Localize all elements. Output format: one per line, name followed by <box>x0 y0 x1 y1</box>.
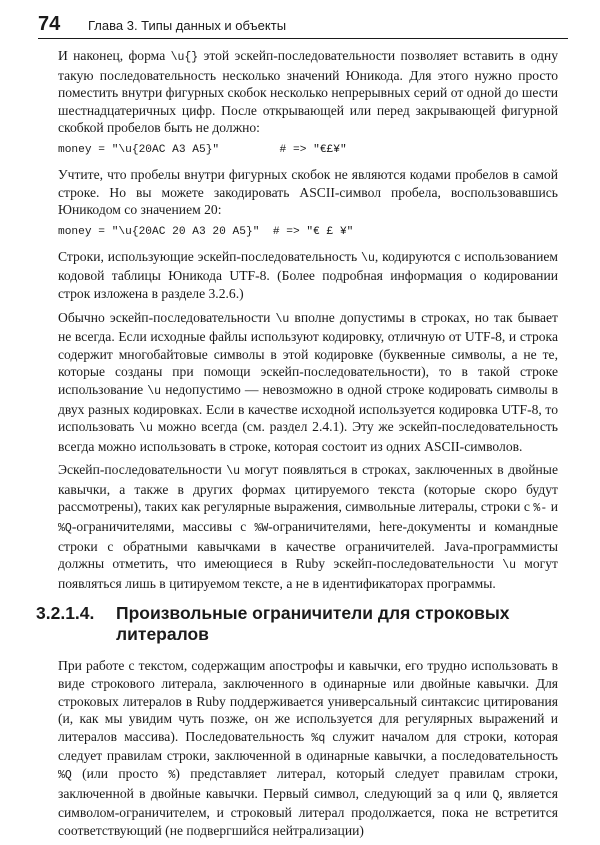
section-heading <box>36 603 558 645</box>
paragraph: Эскейп-последовательности \u могут появляться в строках, заключенных в двойные кавычки, а также в других формах цитируемого текста (которые скоро будут рассмотрены), таких как регулярные выражения, символьные литералы, строки с %- и %Q-ограничителями, массивы с %W-ограничителями, here-документы и командные строки с обратными кавычками в качестве ограничителей. Java-программисты должны отметить, что имеющиеся в Ruby эскейп-последовательности \u могут появляться лишь в цитируемом тексте, а не в идентификаторах программы. <box>58 462 559 591</box>
section-title: Произвольные ограничители для строковых <box>116 603 510 624</box>
running-title: Глава 3. Типы данных и объекты <box>88 18 287 33</box>
paragraph: Строки, использующие эскейп-последовательность \u, кодируются с использованием кодовой таблицы Юникода UTF-8. (Более подробная информация о кодировании строк изложена в разделе 3.2.6.) <box>58 248 558 301</box>
paragraph: При работе с текстом, содержащим апострофы и кавычки, его трудно использовать в виде строкового литерала, заключенного в одинарные или двойные кавычки. Для строковых литералов в Ruby поддерживается универсальный синтаксис цитирования (и, как мы увидим чуть позже, он же используется для регулярных выражений и литералов массива). Последовательность %q служит началом для строки, которая следует правилам строки, заключенной в одинарные кавычки, а последовательность %Q (или просто %) представляет литерал, который следует правилам строки, заключенной в двойные кавычки. Первый символ, следующий за q или Q, является символом-ограничителем, и строковый литерал продолжается, пока не встретится соответствующий (не подвергшийся нейтрализации) <box>58 658 558 838</box>
section-title-continued: литералов <box>116 624 209 645</box>
page-header <box>38 12 568 39</box>
page-number: 74 <box>38 13 61 35</box>
section-number: 3.2.1.4. <box>36 603 95 624</box>
page-body <box>36 47 559 845</box>
paragraph: И наконец, форма \u{} этой эскейп-последовательности позволяет вставить в одну такую последовательность несколько значений Юникода. Для этого нужно просто поместить внутри фигурных скобок несколько непрерывных серий от одной до шести шестнадцатеричных цифр. После открывающей или перед закрывающей фигурной скобкой пробелов быть не должно: <box>58 48 558 136</box>
code-line: money = "\u{20AC 20 A3 20 A5}" # => "€ £ ¥" <box>58 225 354 238</box>
paragraph: Учтите, что пробелы внутри фигурных скобок не являются кодами пробелов в самой строке. Но вы можете закодировать ASCII-символ пробела, воспользовавшись Юникодом со значением 20: <box>58 166 558 218</box>
code-line: money = "\u{20AC A3 A5}" # => "€£¥" <box>58 143 347 156</box>
paragraph: Обычно эскейп-последовательности \u вполне допустимы в строках, но так бывает не всегда. Если исходные файлы используют кодировку, отличную от UTF-8, и строка содержит многобайтовые символы в этой кодировке (буквенные символы, а не те, которые созданы при помощи эскейп-последовательности), то в такой строке использование \u недопустимо — невозможно в одной строке кодировать символы в двух разных кодировках. Если в качестве исходной используется кодировка UTF-8, то использовать \u можно всегда (см. раздел 2.4.1). Эту же эскейп-последовательность всегда можно использовать в строке, которая состоит из одних ASCII-символов. <box>58 309 558 454</box>
